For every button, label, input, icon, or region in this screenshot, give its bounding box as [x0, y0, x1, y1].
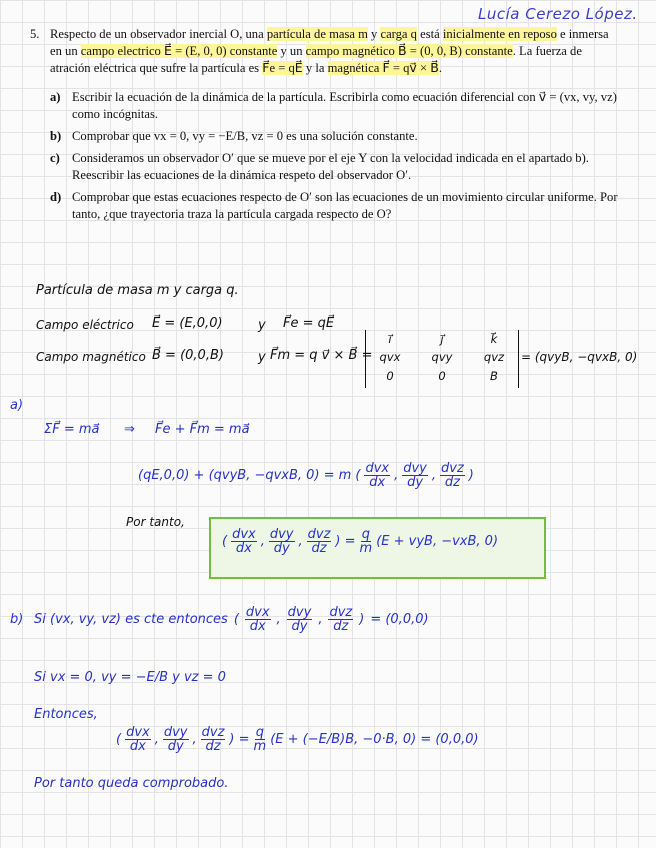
note-por-tanto: Por tanto,: [126, 515, 185, 529]
highlighted-text: F⃗e = qE⃗: [262, 61, 303, 75]
highlighted-text: inicialmente en reposo: [442, 27, 557, 41]
fraction: $\frac{\text{dvx}}{dx}$: [232, 527, 256, 556]
boxed-equation: ( $\frac{\text{dvx}}{dx}$ , $\frac{\text{dvy}}{dy}$ , $\frac{\text{dvz}}{dz}$ ) = $\frac{q}{m}$ (E + vyB, −vxB, 0): [222, 527, 499, 556]
fraction: $\frac{q}{m}$: [253, 725, 267, 754]
note-b-line1: Si (vx, vy, vz) es cte entonces ( $\frac{\text{dvx}}{dx}$ , $\frac{\text{dvy}}{dy}$ , $\frac{\text{dvz}}{dz}$ ) = (0,0,0): [34, 605, 429, 634]
problem-item-label: d): [50, 190, 62, 204]
note-b-line4: ( $\frac{\text{dvx}}{dx}$ , $\frac{\text{dvy}}{dy}$ , $\frac{\text{dvz}}{dz}$ ) = $\frac{q}{m}$ (E + (−E/B)B, −0·B, 0) = (0,0,0): [116, 725, 479, 754]
problem-item-text: Comprobar que estas ecuaciones respecto de O′ son las ecuaciones de un movimiento circular uniforme. Por tanto, ¿que trayectoria traza la partícula cargada respecto de O?: [72, 190, 618, 221]
problem-item: [50, 150, 622, 184]
fraction: $\frac{\text{dvz}}{dz}$: [307, 527, 331, 556]
note-a-eq-left: (qE,0,0) + (qvyB, −qvxB, 0) = m: [138, 468, 352, 483]
statement-text: está: [416, 27, 443, 41]
cross-product-matrix: [365, 330, 519, 388]
note-a-sum: ΣF⃗ = ma⃗: [44, 422, 100, 437]
author-name: Lucía Cerezo López.: [478, 5, 638, 23]
statement-text: e inmersa en un: [50, 27, 609, 58]
highlighted-text: carga q: [380, 27, 417, 41]
fraction: $\frac{\text{dvy}}{dy}$: [269, 527, 294, 556]
problem-text: [32, 26, 622, 77]
problem-item-label: c): [50, 151, 60, 165]
problem-item-text: Comprobar que vx = 0, vy = −E/B, vz = 0 es una solución constante.: [72, 129, 418, 143]
fraction: $\frac{\text{dvy}}{dy}$: [403, 461, 427, 490]
note-b-final: Por tanto queda comprobado.: [34, 776, 229, 791]
note-efield-force: F⃗e = qE⃗: [283, 316, 335, 331]
problem-items: [32, 89, 622, 223]
note-a-label: a): [10, 398, 24, 413]
problem-number: 5.: [30, 27, 40, 41]
note-efield-value: E⃗ = (E,0,0): [152, 316, 223, 331]
fraction: $\frac{\text{dvx}}{dx}$: [245, 605, 270, 634]
note-bfield-value: B⃗ = (0,0,B): [152, 348, 224, 363]
note-a-equation: (qE,0,0) + (qvyB, −qvxB, 0) = m ( $\frac{\text{dvx}}{dx}$ , $\frac{\text{dvy}}{dy}$ , $\frac{\text{dvz}}{dz}$ ): [138, 461, 474, 490]
fraction: $\frac{\text{dvx}}{dx}$: [365, 461, 390, 490]
note-efield-label: Campo eléctrico: [36, 318, 134, 332]
matrix-cell: qvy: [431, 350, 453, 364]
note-b-line1-left: Si (vx, vy, vz) es cte entonces: [34, 612, 228, 627]
problem-item-text: Escribir la ecuación de la dinámica de la partícula. Escribirla como ecuación diferencial con v⃗ = (vx, vy, vz) como incógnitas.: [72, 90, 617, 121]
matrix-cell: qvx: [379, 350, 401, 364]
problem-item: [50, 128, 622, 145]
statement-text: . La fuerza de atración eléctrica que sufre la partícula es: [50, 44, 582, 75]
note-particle: Partícula de masa m y carga q.: [36, 283, 239, 298]
problem-item-label: b): [50, 129, 62, 143]
statement-text: y la: [302, 61, 328, 75]
highlighted-text: magnética F⃗ = qv⃗ × B⃗: [327, 61, 439, 75]
note-efield-y: y: [258, 318, 266, 333]
matrix-cell: B: [490, 369, 498, 383]
statement-text: y: [367, 27, 381, 41]
note-bfield-y: y: [258, 350, 266, 365]
matrix-cell: j⃗: [440, 332, 444, 346]
fraction: $\frac{q}{m}$: [359, 527, 373, 556]
note-b-line2: Si vx = 0, vy = −E/B y vz = 0: [34, 670, 226, 685]
matrix-cell: i⃗: [388, 332, 392, 346]
matrix-cell: qvz: [483, 350, 505, 364]
highlighted-text: campo magnético B⃗ = (0, 0, B) constante: [305, 44, 513, 58]
note-b-line1-right: = (0,0,0): [370, 612, 429, 627]
note-a-sum2: F⃗e + F⃗m = ma⃗: [155, 422, 250, 437]
matrix-cell: 0: [386, 369, 394, 383]
note-bfield-label: Campo magnético: [36, 350, 146, 364]
note-b-line4-right: (E + (−E/B)B, −0·B, 0) = (0,0,0): [270, 732, 479, 747]
note-b-label: b): [10, 612, 24, 627]
note-a-arrow: ⇒: [124, 422, 135, 437]
note-b-line3: Entonces,: [34, 707, 98, 722]
matrix-cell: 0: [438, 369, 446, 383]
boxed-equation-right: (E + vyB, −vxB, 0): [376, 534, 499, 549]
fraction: $\frac{\text{dvz}}{dz}$: [441, 461, 464, 490]
problem-item-text: Consideramos un observador O′ que se mueve por el eje Y con la velocidad indicada en el apartado b). Reescribir las ecuaciones de la dinámica respeto del observador O′.: [72, 151, 589, 182]
problem-item: [50, 89, 622, 123]
fraction: $\frac{\text{dvz}}{dz}$: [201, 725, 225, 754]
fraction: $\frac{\text{dvy}}{dy}$: [163, 725, 188, 754]
highlighted-text: partícula de masa m: [266, 27, 368, 41]
statement-text: .: [438, 61, 443, 75]
problem-item: [50, 189, 622, 223]
statement-text: Respecto de un observador inercial O, una: [50, 27, 267, 41]
highlighted-text: campo electrico E⃗ = (E, 0, 0) constante: [80, 44, 278, 58]
note-bfield-result: = (qvyB, −qvxB, 0): [521, 350, 638, 364]
matrix-cell: k⃗: [490, 332, 498, 346]
note-bfield-force: F⃗m = q v⃗ × B⃗ =: [270, 348, 373, 363]
problem-statement: [32, 26, 622, 228]
problem-item-label: a): [50, 90, 61, 104]
fraction: $\frac{\text{dvx}}{dx}$: [126, 725, 150, 754]
fraction: $\frac{\text{dvy}}{dy}$: [287, 605, 312, 634]
statement-text: y un: [277, 44, 306, 58]
fraction: $\frac{\text{dvz}}{dz}$: [329, 605, 353, 634]
